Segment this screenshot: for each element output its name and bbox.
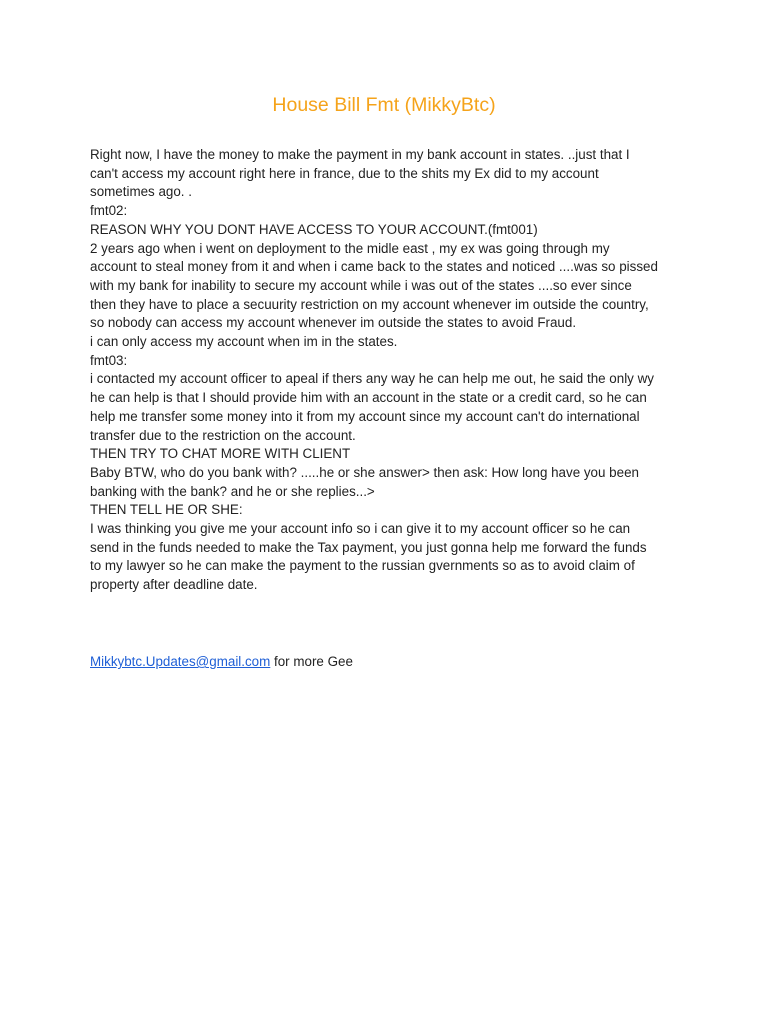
- body-line: he can help is that I should provide him with an account in the state or a credit card, so he can: [90, 390, 647, 406]
- body-line: transfer due to the restriction on the account.: [90, 427, 356, 443]
- body-line: send in the funds needed to make the Tax payment, you just gonna help me forward the funds: [90, 539, 647, 555]
- footer-suffix: for more Gee: [270, 654, 353, 669]
- footer-line: [90, 653, 353, 672]
- body-line: Right now, I have the money to make the payment in my bank account in states. ..just that I: [90, 147, 630, 162]
- body-line: with my bank for inability to secure my account while i was out of the states ....so ever since: [90, 277, 632, 293]
- body-line: property after deadline date.: [90, 577, 258, 593]
- section-heading: THEN TRY TO CHAT MORE WITH CLIENT: [90, 446, 351, 462]
- body-line: to my lawyer so he can make the payment to the russian gvernments so as to avoid claim of: [90, 558, 635, 574]
- section-heading: REASON WHY YOU DONT HAVE ACCESS TO YOUR ACCOUNT.(fmt001): [90, 221, 538, 237]
- email-link[interactable]: Mikkybtc.Updates@gmail.com: [90, 654, 271, 669]
- section-label-fmt02: fmt02:: [90, 203, 128, 219]
- document-body: [90, 146, 690, 595]
- body-line: then they have to place a secuurity restriction on my account whenever im outside the country,: [90, 296, 649, 312]
- section-heading: THEN TELL HE OR SHE:: [90, 502, 243, 518]
- body-line: i contacted my account officer to apeal if thers any way he can help me out, he said the only wy: [90, 371, 654, 387]
- body-line: sometimes ago. .: [90, 184, 192, 200]
- body-line: can't access my account right here in france, due to the shits my Ex did to my account: [90, 165, 599, 181]
- body-line: i can only access my account when im in the states.: [90, 334, 398, 350]
- body-line: help me transfer some money into it from my account since my account can't do international: [90, 408, 640, 424]
- body-line: so nobody can access my account whenever im outside the states to avoid Fraud.: [90, 315, 577, 331]
- document-title: House Bill Fmt (MikkyBtc): [272, 94, 496, 116]
- body-line: banking with the bank? and he or she replies...>: [90, 483, 375, 499]
- body-line: Baby BTW, who do you bank with? .....he or she answer> then ask: How long have you been: [90, 464, 639, 480]
- section-label-fmt03: fmt03:: [90, 352, 128, 368]
- body-line: account to steal money from it and when i came back to the states and noticed ....was so pissed: [90, 259, 658, 275]
- body-line: I was thinking you give me your account info so i can give it to my account officer so he can: [90, 521, 631, 537]
- body-line: 2 years ago when i went on deployment to the midle east , my ex was going through my: [90, 240, 610, 256]
